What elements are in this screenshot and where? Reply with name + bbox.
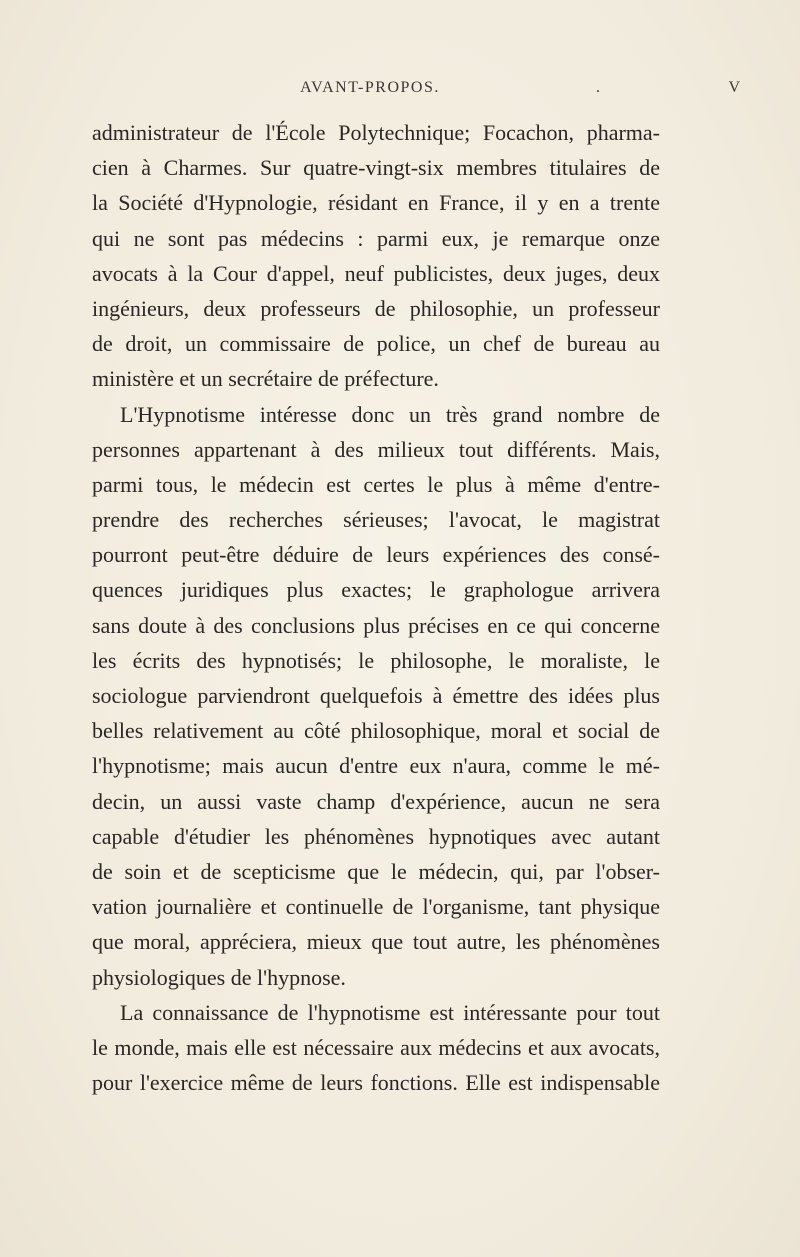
text-line: capable d'étudier les phénomènes hypnotiques avec autant bbox=[92, 823, 660, 849]
text-line: les écrits des hypnotisés; le philosophe, le moraliste, le bbox=[92, 647, 660, 673]
text-line: sociologue parviendront quelquefois à émettre des idées plus bbox=[92, 683, 660, 708]
text-line: decin, un aussi vaste champ d'expérience, aucun ne sera bbox=[92, 788, 660, 814]
text-line: qui ne sont pas médecins : parmi eux, je remarque onze bbox=[92, 225, 660, 251]
text-line: ingénieurs, deux professeurs de philosophie, un professeur bbox=[92, 295, 660, 321]
text-line: prendre des recherches sérieuses; l'avocat, le magistrat bbox=[92, 507, 660, 533]
text-line: la Société d'Hypnologie, résidant en France, il y en a trente bbox=[92, 190, 660, 216]
text-line: ministère et un secrétaire de préfecture. bbox=[92, 366, 439, 392]
text-line: cien à Charmes. Sur quatre-vingt-six membres titulaires de bbox=[92, 155, 660, 181]
text-line: administrateur de l'École Polytechnique; Focachon, pharma- bbox=[92, 120, 660, 145]
page-number: V bbox=[728, 79, 740, 96]
text-line: parmi tous, le médecin est certes le plus à même d'entre- bbox=[92, 471, 660, 497]
text-line: L'Hypnotisme intéresse donc un très grand nombre de bbox=[120, 401, 660, 427]
text-line: de soin et de scepticisme que le médecin, qui, par l'obser- bbox=[92, 858, 660, 884]
text-line: de droit, un commissaire de police, un chef de bureau au bbox=[92, 331, 660, 357]
text-line: le monde, mais elle est nécessaire aux médecins et aux avocats, bbox=[92, 1034, 660, 1060]
text-line: belles relativement au côté philosophique, moral et social de bbox=[92, 718, 660, 744]
text-line: physiologiques de l'hypnose. bbox=[92, 964, 346, 990]
text-line: personnes appartenant à des milieux tout différents. Mais, bbox=[92, 436, 660, 462]
text-line: l'hypnotisme; mais aucun d'entre eux n'aura, comme le mé- bbox=[92, 753, 660, 779]
text-line: vation journalière et continuelle de l'organisme, tant physique bbox=[92, 894, 660, 920]
text-line: La connaissance de l'hypnotisme est intéressante pour tout bbox=[120, 999, 660, 1025]
text-line: que moral, appréciera, mieux que tout autre, les phénomènes bbox=[92, 929, 660, 955]
text-line: quences juridiques plus exactes; le graphologue arrivera bbox=[92, 577, 660, 603]
body-text bbox=[92, 115, 660, 1100]
text-line: pour l'exercice même de leurs fonctions. Elle est indispensable bbox=[92, 1070, 660, 1096]
text-line: avocats à la Cour d'appel, neuf publicistes, deux juges, deux bbox=[92, 260, 660, 286]
text-line: pourront peut-être déduire de leurs expériences des consé- bbox=[92, 542, 660, 568]
running-head bbox=[70, 79, 740, 103]
running-head-title: AVANT-PROPOS. bbox=[300, 79, 440, 96]
running-head-mark: . bbox=[596, 79, 600, 96]
text-line: sans doute à des conclusions plus précises en ce qui concerne bbox=[92, 612, 660, 638]
